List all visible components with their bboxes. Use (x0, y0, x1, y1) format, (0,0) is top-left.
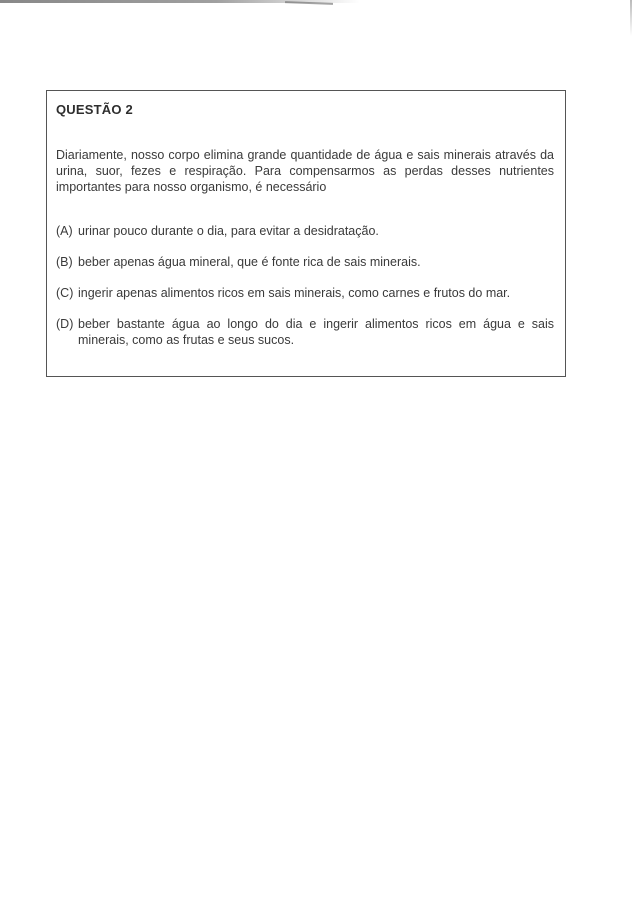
answer-options (56, 223, 554, 348)
option-letter: (D) (56, 317, 74, 331)
question-box (46, 90, 566, 377)
option-text: ingerir apenas alimentos ricos em sais minerais, como carnes e frutos do mar. (78, 286, 511, 300)
option-text: beber apenas água mineral, que é fonte rica de sais minerais. (78, 255, 421, 269)
option-a (56, 223, 554, 239)
option-b (56, 254, 554, 270)
question-title: QUESTÃO 2 (56, 102, 133, 117)
option-letter: (B) (56, 255, 73, 269)
option-letter: (A) (56, 224, 73, 238)
option-c (56, 285, 554, 301)
option-text: urinar pouco durante o dia, para evitar a desidratação. (78, 224, 379, 238)
scan-mark (285, 1, 333, 5)
option-d (56, 316, 554, 348)
question-stem: Diariamente, nosso corpo elimina grande quantidade de água e sais minerais através da urina, suor, fezes e respiração. Para compensarmos as perdas desses nutrientes importantes para nosso organismo, é necessário (56, 148, 554, 194)
scan-edge-shadow-right (630, 0, 632, 36)
option-letter: (C) (56, 286, 74, 300)
option-text: beber bastante água ao longo do dia e ingerir alimentos ricos em água e sais minerais, como as frutas e seus sucos. (78, 317, 554, 347)
